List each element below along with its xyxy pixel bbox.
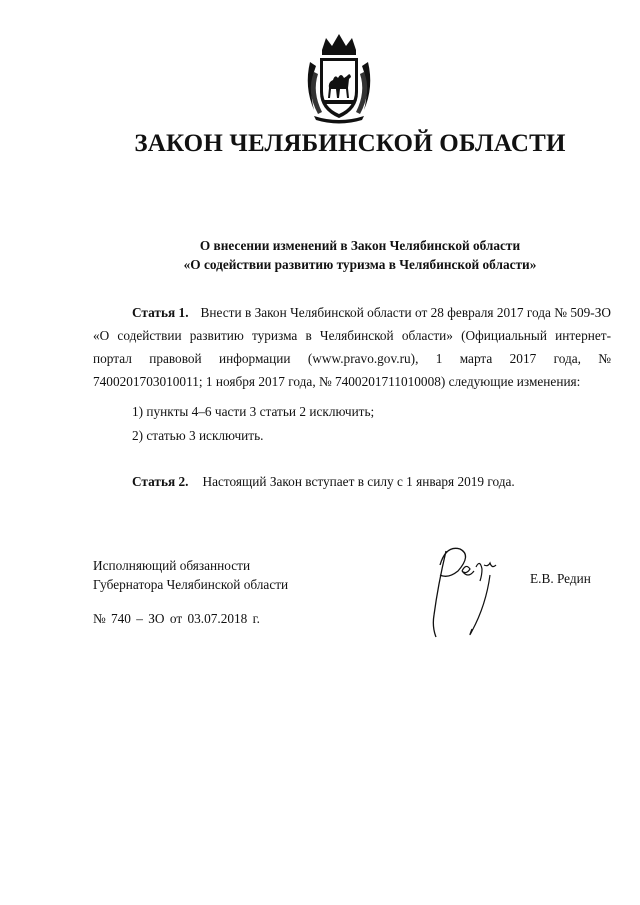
article-1 [93,301,611,393]
article-2-label: Статья 2. [132,474,189,489]
subject-line-2: «О содействии развитию туризма в Челябинской области» [183,257,537,272]
registration-number: № 740 – ЗО от 03.07.2018 г. [93,611,260,626]
article-1-text: Внести в Закон Челябинской области от 28 февраля 2017 года № 509-ЗО «О содействии развитию туризма в Челябинской области» (Официальный интернет-портал правовой информации (www.pravo.gov.ru), 1 марта 2017 года, № 7400201703010011; 1 ноября 2017 года, № 7400201711010008) следующие изменения: [93,305,611,389]
handwritten-signature [410,535,510,645]
list-item: 1) пункты 4–6 части 3 статьи 2 исключить; [132,404,375,419]
list-item: 2) статью 3 исключить. [132,428,264,443]
law-subject [60,236,640,274]
article-2 [132,474,515,490]
article-2-text: Настоящий Закон вступает в силу с 1 января 2019 года. [202,474,515,489]
signatory-name: Е.В. Редин [530,571,591,586]
signatory-role-line-2: Губернатора Челябинской области [93,577,289,592]
signatory-role [93,556,288,594]
coat-of-arms-icon [300,32,378,124]
signatory-role-line-1: Исполняющий обязанности [93,558,251,573]
document-title: ЗАКОН ЧЕЛЯБИНСКОЙ ОБЛАСТИ [134,130,566,157]
article-1-label: Статья 1. [132,305,189,320]
subject-line-1: О внесении изменений в Закон Челябинской области [199,238,521,253]
